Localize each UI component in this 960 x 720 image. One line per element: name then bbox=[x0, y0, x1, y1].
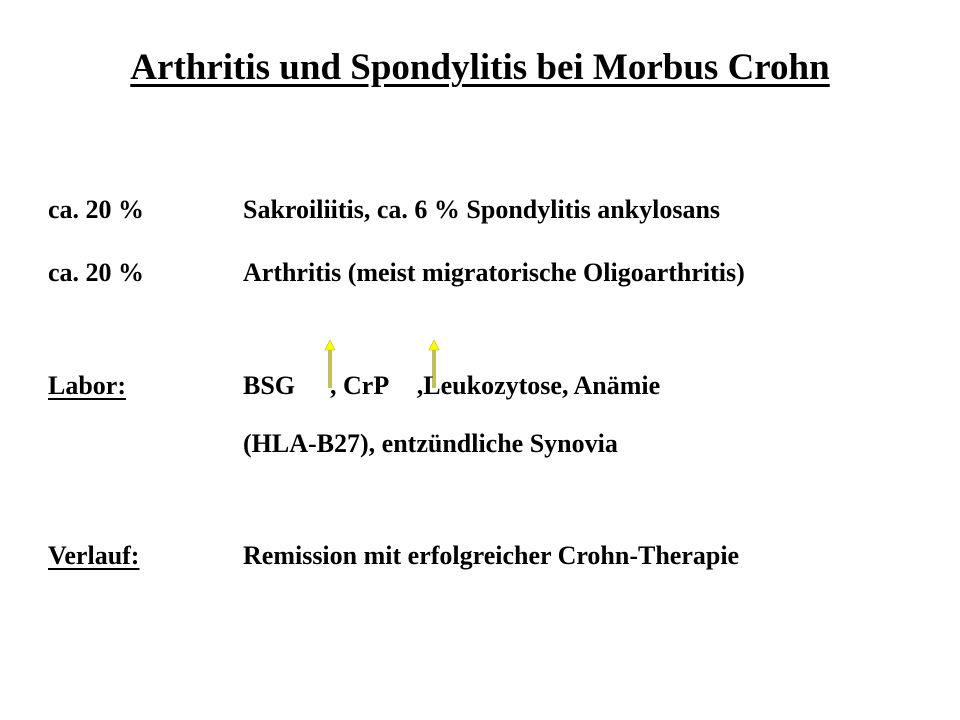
slide-title: Arthritis und Spondylitis bei Morbus Crohn bbox=[130, 47, 830, 88]
labor-leukozytose: ,Leukozytose, Anämie bbox=[416, 371, 661, 400]
stat-row-arthritis bbox=[0, 253, 960, 293]
stat-row-percentage: ca. 20 % bbox=[48, 195, 145, 224]
stat-row-description: Sakroiliitis, ca. 6 % Spondylitis ankylosans bbox=[243, 195, 721, 224]
labor-bsg: BSG bbox=[243, 371, 296, 400]
labor-crp: , CrP bbox=[330, 371, 388, 400]
labor-row bbox=[0, 366, 960, 406]
verlauf-text: Remission mit erfolgreicher Crohn-Therapie bbox=[243, 541, 740, 570]
up-arrow-icon bbox=[426, 340, 442, 390]
up-arrow-icon bbox=[322, 340, 338, 390]
verlauf-label: Verlauf: bbox=[48, 541, 140, 570]
labor-values bbox=[243, 366, 660, 406]
stat-row-percentage: ca. 20 % bbox=[48, 258, 145, 287]
stat-row-sakroiliitis bbox=[0, 190, 960, 230]
stat-row-description: Arthritis (meist migratorische Oligoarthritis) bbox=[243, 258, 745, 287]
labor-hla: (HLA-B27), entzündliche Synovia bbox=[243, 429, 618, 458]
verlauf-row bbox=[0, 536, 960, 576]
labor-row-continuation bbox=[0, 424, 960, 464]
labor-label: Labor: bbox=[48, 371, 126, 400]
